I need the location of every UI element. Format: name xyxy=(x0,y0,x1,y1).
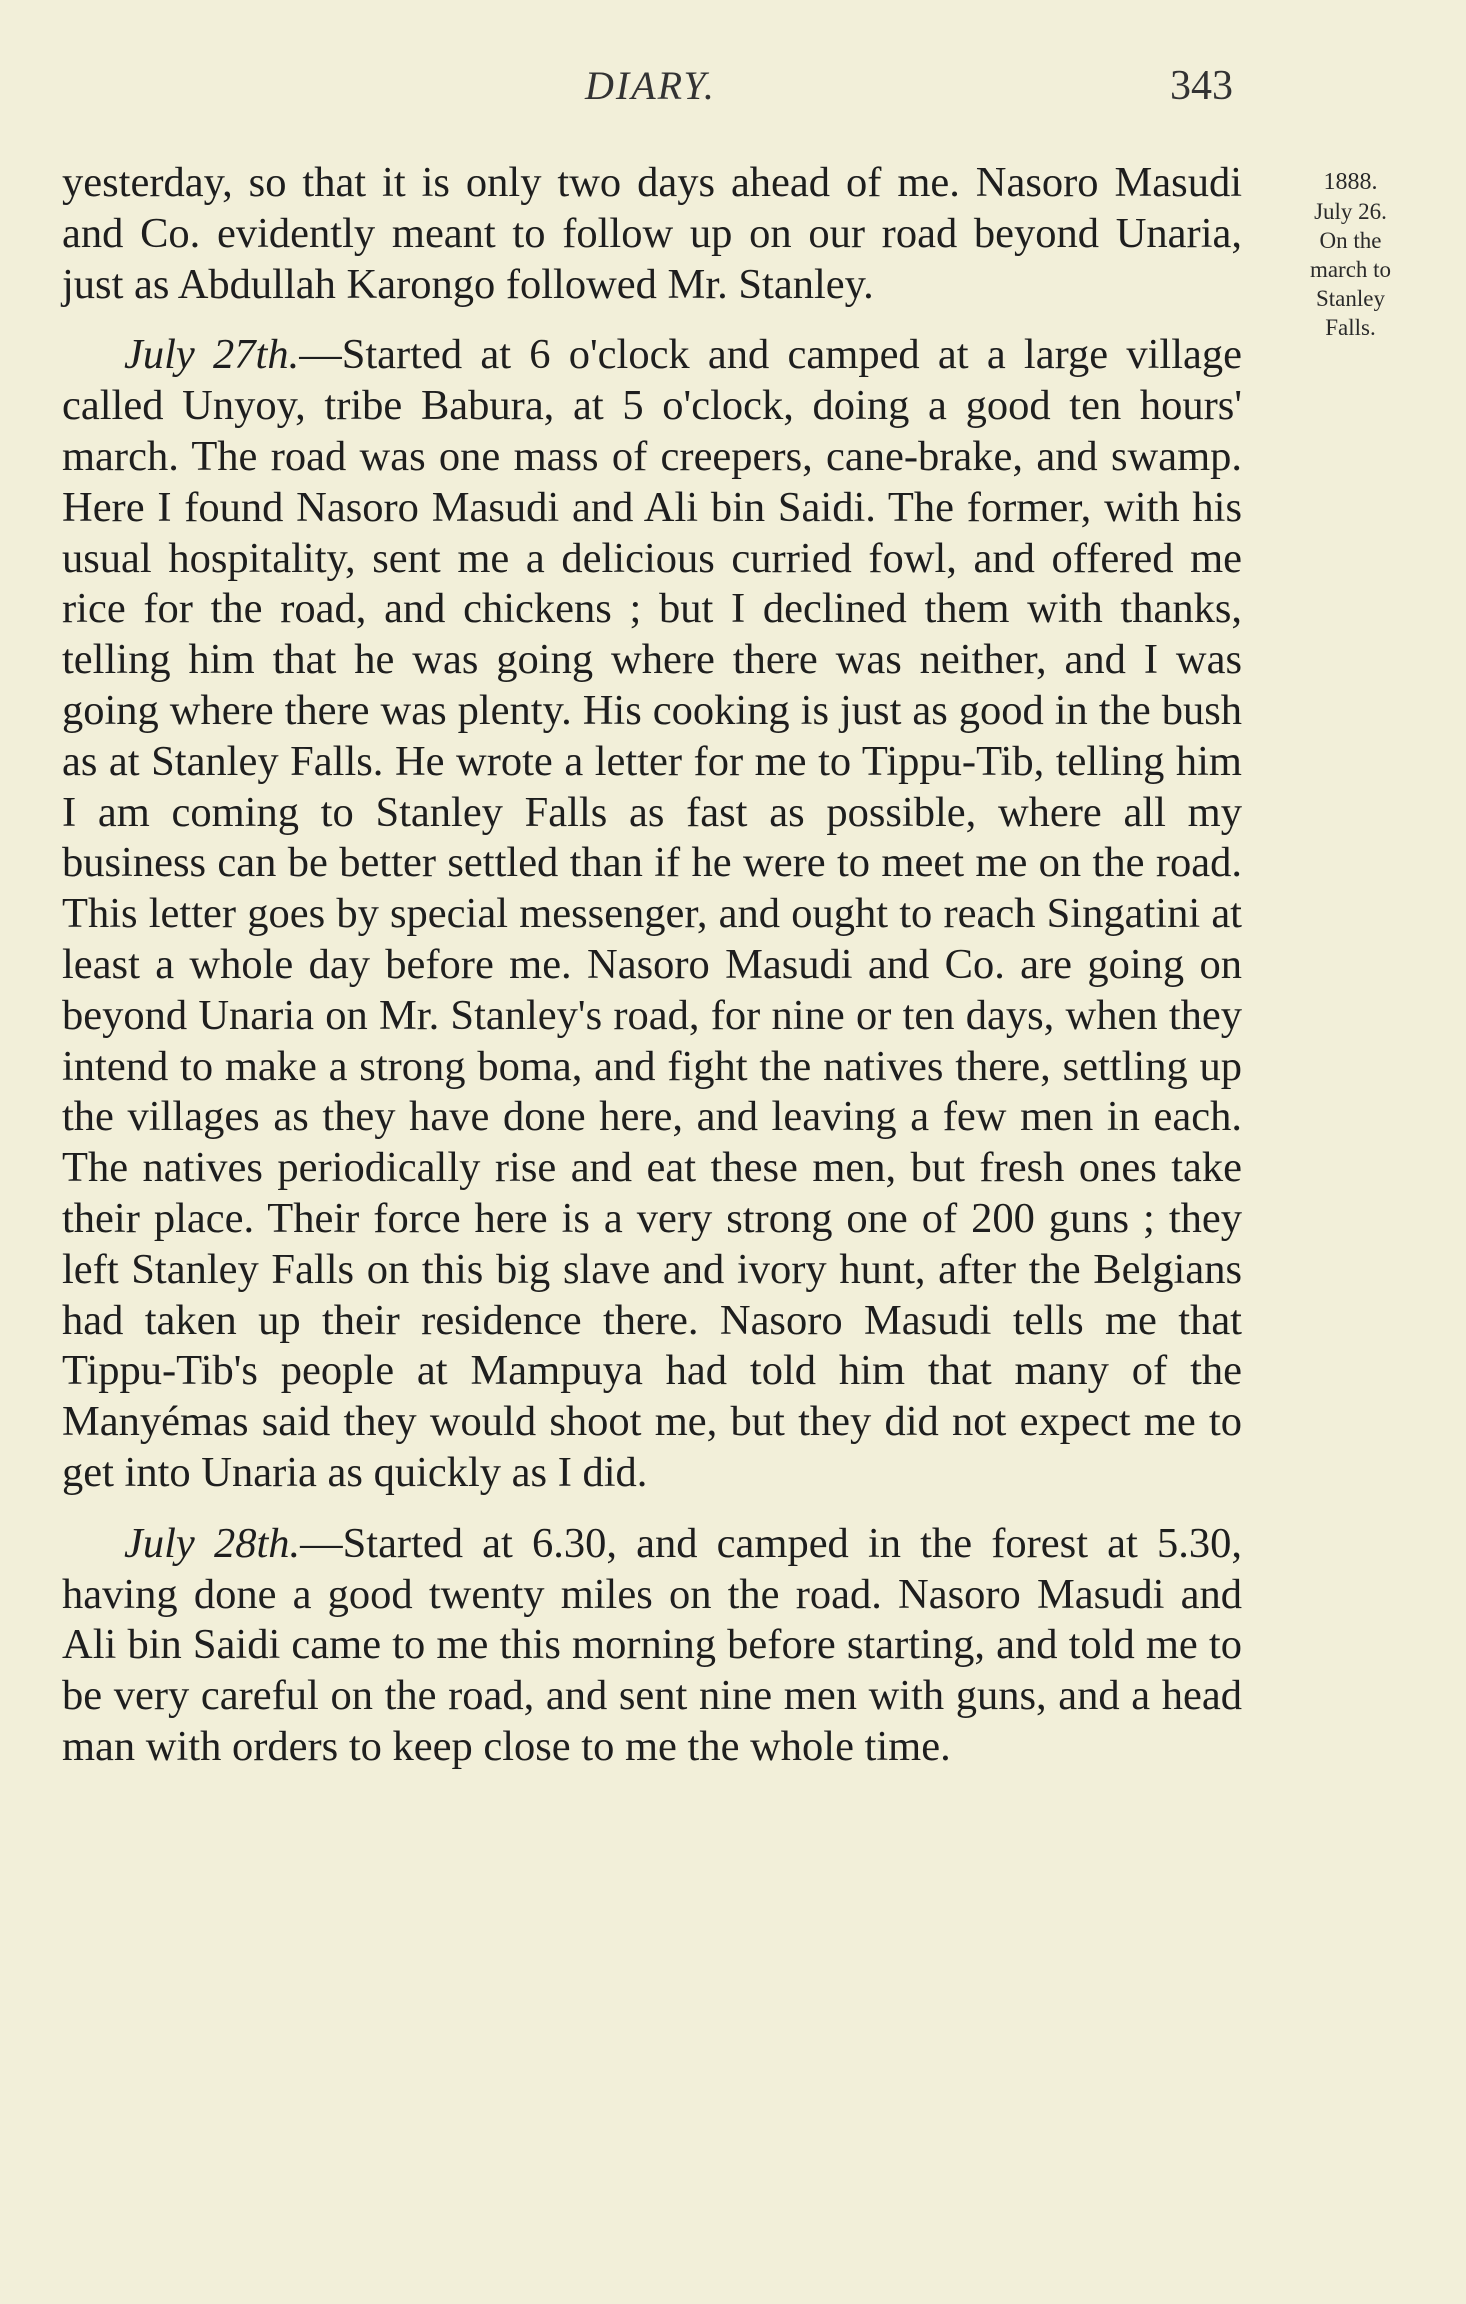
paragraph-continuation xyxy=(62,158,1242,310)
entry-date: July 28th. xyxy=(124,1519,301,1567)
margin-note-line: march to xyxy=(1309,257,1392,282)
entry-text: —Started at 6.30, and camped in the forest at 5.30, having done a good twenty miles on the road. Nasoro Masudi and Ali bin Saidi came to me this morning before starting, and told me to be very careful on the road, and sent nine men with guns, and a head man with orders to keep close to me the whole time. xyxy=(62,1519,1242,1770)
entry-date: July 27th. xyxy=(124,331,300,379)
diary-entry-july-28 xyxy=(62,1519,1242,1773)
paragraph-text: yesterday, so that it is only two days ahead of me. Nasoro Masudi and Co. evidently meant to follow up on our road beyond Unaria, just as Abdullah Karongo followed Mr. Stanley. xyxy=(62,159,1242,308)
body-text xyxy=(62,158,1242,1773)
running-head xyxy=(0,62,1466,112)
page-number: 343 xyxy=(1170,63,1233,109)
margin-note-line: Stanley xyxy=(1316,286,1385,311)
margin-note xyxy=(1268,168,1433,342)
running-title: DIARY. xyxy=(585,63,716,108)
margin-note-year: 1888. xyxy=(1323,169,1378,195)
diary-entry-july-27 xyxy=(62,330,1242,1498)
margin-note-line: On the xyxy=(1319,228,1382,253)
margin-note-date: July 26. xyxy=(1314,199,1387,224)
entry-text: —Started at 6 o'clock and camped at a large village called Unyoy, tribe Babura, at 5 o'clock, doing a good ten hours' march. The road was one mass of creepers, cane-brake, and swamp. Here I found Nasoro Masudi and Ali bin Saidi. The former, with his usual hospitality, sent me a delicious curried fowl, and offered me rice for the road, and chickens ; but I declined them with thanks, telling him that he was going where there was neither, and I was going where there was plenty. His cooking is just as good in the bush as at Stanley Falls. He wrote a letter for me to Tippu-Tib, telling him I am coming to Stanley Falls as fast as possible, where all my business can be better settled than if he were to meet me on the road. This letter goes by special messenger, and ought to reach Singatini at least a whole day before me. Nasoro Masudi and Co. are going on beyond Unaria on Mr. Stanley's road, for nine or ten days, when they intend to make a strong boma, and fight the natives there, settling up the villages as they have done here, and leaving a few men in each. The natives periodically rise and eat these men, but fresh ones take their place. Their force here is a very strong one of 200 guns ; they left Stanley Falls on this big slave and ivory hunt, after the Belgians had taken up their residence there. Nasoro Masudi tells me that Tippu-Tib's people at Mampuya had told him that many of the Manyémas said they would shoot me, but they did not expect me to get into Unaria as quickly as I did. xyxy=(62,331,1242,1496)
margin-note-line: Falls. xyxy=(1325,315,1376,340)
